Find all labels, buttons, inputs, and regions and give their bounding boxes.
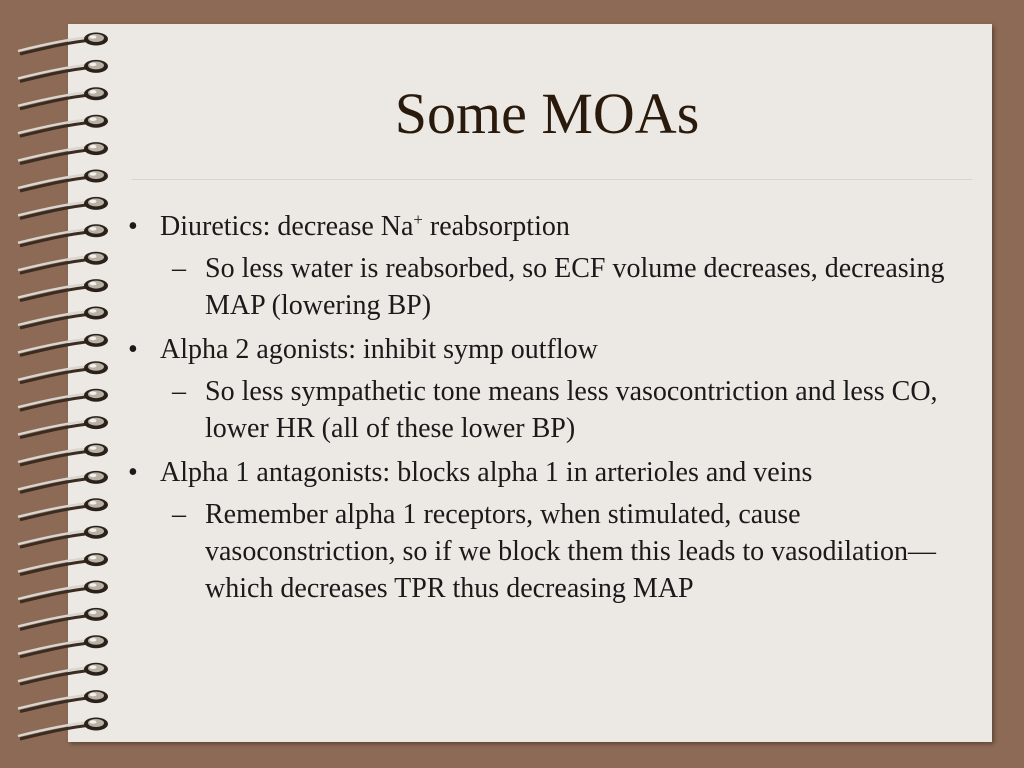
binding-ring (18, 608, 108, 630)
binding-ring (18, 307, 108, 329)
bullet-text: Alpha 1 antagonists: blocks alpha 1 in arterioles and veins (160, 457, 813, 488)
binding-ring (18, 718, 108, 740)
slide-title: Some MOAs (394, 81, 700, 146)
sub-bullet-alpha1 (120, 496, 970, 607)
bullet-marker: • (128, 457, 138, 488)
binding-ring (18, 279, 108, 301)
binding-ring (18, 471, 108, 493)
binding-ring (18, 361, 108, 383)
binding-ring (18, 635, 108, 657)
bullet-diuretics (120, 208, 970, 245)
sub-bullet-diuretics (120, 250, 970, 324)
superscript-plus: + (413, 209, 423, 229)
bullet-list (120, 208, 970, 614)
sub-bullet-alpha2 (120, 373, 970, 447)
binding-ring (18, 224, 108, 246)
binding-ring (18, 170, 108, 192)
sub-bullet-text: Remember alpha 1 receptors, when stimulated, cause vasoconstriction, so if we block them this leads to vasodilation—which decreases TPR thus decreasing MAP (205, 499, 936, 604)
bullet-text: Alpha 2 agonists: inhibit symp outflow (160, 334, 598, 365)
binding-ring (18, 498, 108, 520)
binding-ring (18, 33, 108, 55)
binding-ring (18, 581, 108, 603)
bullet-marker: • (128, 334, 138, 365)
sub-bullet-text: So less water is reabsorbed, so ECF volume decreases, decreasing MAP (lowering BP) (205, 253, 945, 321)
binding-ring (18, 197, 108, 219)
sub-bullet-marker: – (172, 499, 186, 530)
binding-ring (18, 663, 108, 685)
binding-ring (18, 389, 108, 411)
binding-ring (18, 444, 108, 466)
bullet-text: Diuretics: decrease Na+ reabsorption (160, 209, 570, 242)
binding-ring (18, 690, 108, 712)
binding-ring (18, 60, 108, 82)
binding-ring (18, 553, 108, 575)
binding-ring (18, 526, 108, 548)
binding-ring (18, 334, 108, 356)
sub-bullet-text: So less sympathetic tone means less vasocontriction and less CO, lower HR (all of these lower BP) (205, 376, 938, 444)
sub-bullet-marker: – (172, 376, 186, 407)
bullet-alpha1 (120, 454, 970, 491)
binding-ring (18, 416, 108, 438)
title-divider (132, 179, 972, 180)
bullet-marker: • (128, 211, 138, 242)
sub-bullet-marker: – (172, 253, 186, 284)
binding-ring (18, 252, 108, 274)
bullet-alpha2 (120, 331, 970, 368)
